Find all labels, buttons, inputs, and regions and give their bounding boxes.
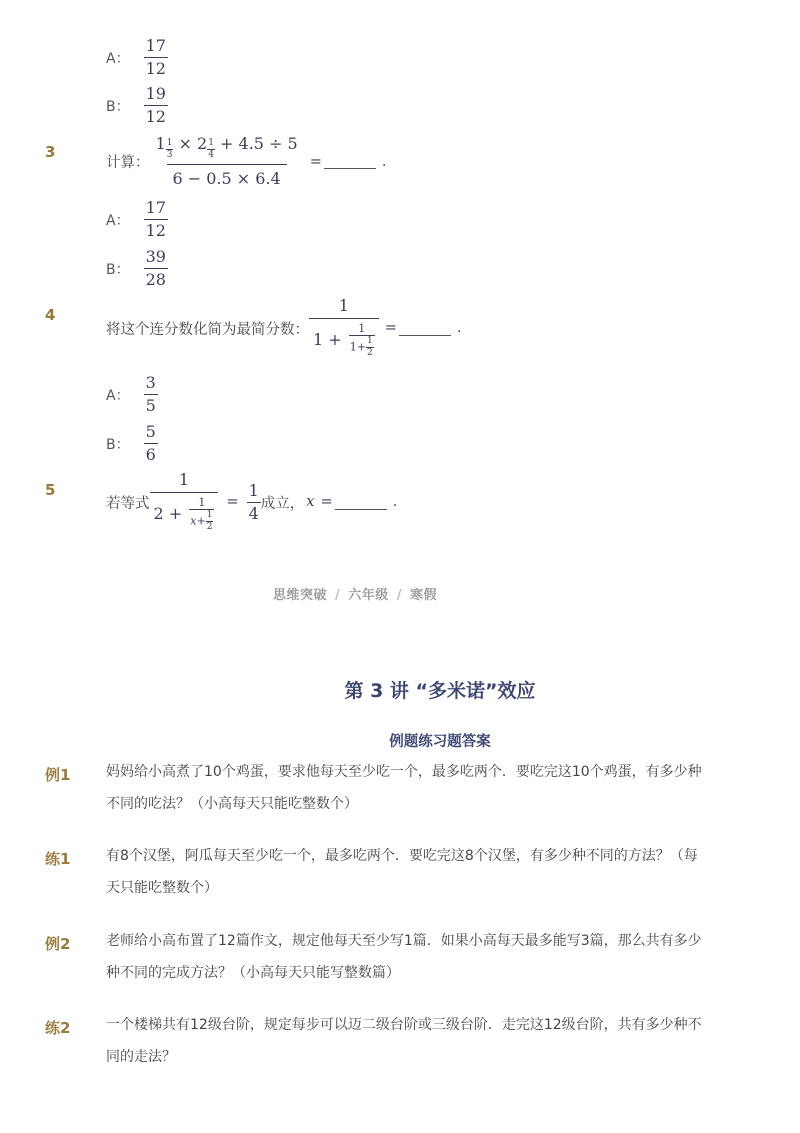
continued-fraction: 1 1 + 1 1+ $\frac{1}{2}$	[309, 298, 379, 358]
option-fraction: $\frac{17}{12}$	[145, 36, 166, 78]
answer-blank	[335, 495, 387, 510]
q2-option-a	[106, 38, 168, 77]
example-label: 例2	[45, 935, 71, 953]
option-label: B：	[106, 98, 130, 115]
option-label: B：	[106, 261, 130, 278]
question-number: 5	[45, 481, 56, 499]
example-label: 例1	[45, 766, 71, 784]
example-text: 妈妈给小高煮了10个鸡蛋，要求他每天至少吃一个，最多吃两个．要吃完这10个鸡蛋，有多少种 不同的吃法？（小高每天只能吃整数个）	[106, 764, 702, 812]
example-text: 老师给小高布置了12篇作文，规定他每天至少写1篇．如果小高每天最多能写3篇，那么共有多少 种不同的完成方法？（小高每天只能写整数篇）	[106, 933, 702, 981]
option-fraction: $\frac{19}{12}$	[145, 84, 166, 126]
example-text: 一个楼梯共有12级台阶，规定每步可以迈二级台阶或三级台阶．走完这12级台阶，共有多少种不 同的走法？	[106, 1017, 702, 1065]
example-label: 练2	[45, 1019, 71, 1037]
option-label: A：	[106, 212, 130, 229]
option-label: A：	[106, 387, 130, 404]
question-prefix: 计算：	[106, 155, 150, 172]
example-text: 有8个汉堡，阿瓜每天至少吃一个，最多吃两个．要吃完这8个汉堡，有多少种不同的方法？（每 天只能吃整数个）	[106, 848, 698, 896]
question-number: 4	[45, 306, 56, 324]
answer-blank	[324, 154, 376, 169]
answer-blank	[399, 321, 451, 336]
option-fraction: $\frac{39}{28}$	[145, 247, 166, 289]
q5-question: 若等式 1 2 + 1 x+ $\frac{1}{2}$ = $\frac{1}{4}$ 成立， x = .	[106, 470, 398, 532]
q3-option-a	[106, 200, 168, 239]
option-fraction: $\frac{5}{6}$	[145, 422, 156, 464]
q4-option-b	[106, 424, 158, 463]
question-prefix: 若等式	[106, 495, 150, 512]
question-number: 3	[45, 143, 56, 161]
option-fraction: $\frac{17}{12}$	[145, 198, 166, 240]
q4-question: 将这个连分数化简为最简分数： 1 1 + 1 1+ $\frac{1}{2}$ = .	[106, 296, 462, 358]
q3-option-b	[106, 249, 168, 288]
q3-question: 计算： 1 $\frac{1}{3}$ × 2 $\frac{1}{4}$ + 4.5 ÷ 5 6 − 0.5 × 6.4 = .	[106, 134, 387, 189]
section-subtitle: 例题练习题答案	[389, 734, 491, 750]
rhs-fraction: $\frac{1}{4}$	[248, 480, 259, 523]
page-footer: 思维突破 / 六年级 / 寒假	[272, 588, 438, 603]
question-prefix: 将这个连分数化简为最简分数：	[106, 321, 309, 338]
continued-fraction: 1 2 + 1 x+ $\frac{1}{2}$	[150, 472, 219, 532]
q2-option-b	[106, 86, 168, 125]
option-fraction: $\frac{3}{5}$	[145, 373, 156, 415]
option-label: B：	[106, 436, 130, 453]
q4-option-a	[106, 375, 158, 414]
example-label: 练1	[45, 850, 71, 868]
option-label: A：	[106, 50, 130, 67]
q3-expression: 1 $\frac{1}{3}$ × 2 $\frac{1}{4}$ + 4.5 ÷ 5 6 − 0.5 × 6.4	[155, 134, 298, 189]
lecture-title: 第 3 讲 “多米诺”效应	[344, 680, 536, 702]
